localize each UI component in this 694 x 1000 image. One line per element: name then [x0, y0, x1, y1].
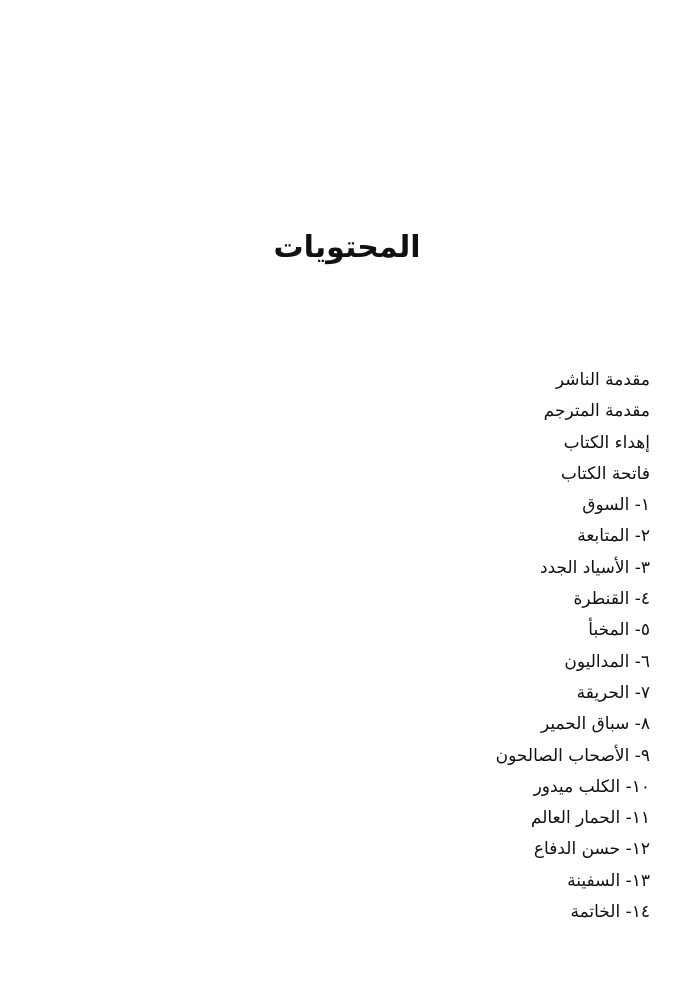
table-of-contents: [190, 365, 650, 928]
toc-item-chapter-1: ١- السوق: [582, 495, 650, 516]
toc-item-chapter-4: ٤- القنطرة: [573, 589, 650, 610]
toc-item-chapter-3: ٣- الأسياد الجدد: [540, 557, 650, 578]
toc-item-chapter-10: ١٠- الكلب ميدور: [533, 776, 650, 797]
toc-item-translator-intro: مقدمة المترجم: [543, 401, 650, 422]
toc-item-publisher-intro: مقدمة الناشر: [555, 370, 650, 390]
toc-item-dedication: إهداء الكتاب: [563, 432, 650, 453]
toc-item-chapter-2: ٢- المتابعة: [577, 526, 650, 547]
toc-item-chapter-11: ١١- الحمار العالم: [530, 808, 650, 829]
toc-item-chapter-14: ١٤- الخاتمة: [570, 902, 650, 923]
toc-item-chapter-12: ١٢- حسن الدفاع: [533, 839, 650, 860]
toc-item-chapter-8: ٨- سباق الحمير: [540, 714, 650, 735]
toc-item-chapter-9: ٩- الأصحاب الصالحون: [495, 745, 650, 766]
toc-item-chapter-13: ١٣- السفينة: [567, 870, 650, 891]
page-title: المحتويات: [273, 230, 421, 265]
toc-item-opening: فاتحة الكتاب: [560, 463, 650, 484]
toc-item-chapter-5: ٥- المخبأ: [588, 620, 650, 641]
toc-item-chapter-6: ٦- المداليون: [564, 651, 650, 672]
toc-item-chapter-7: ٧- الحريقة: [576, 682, 650, 703]
